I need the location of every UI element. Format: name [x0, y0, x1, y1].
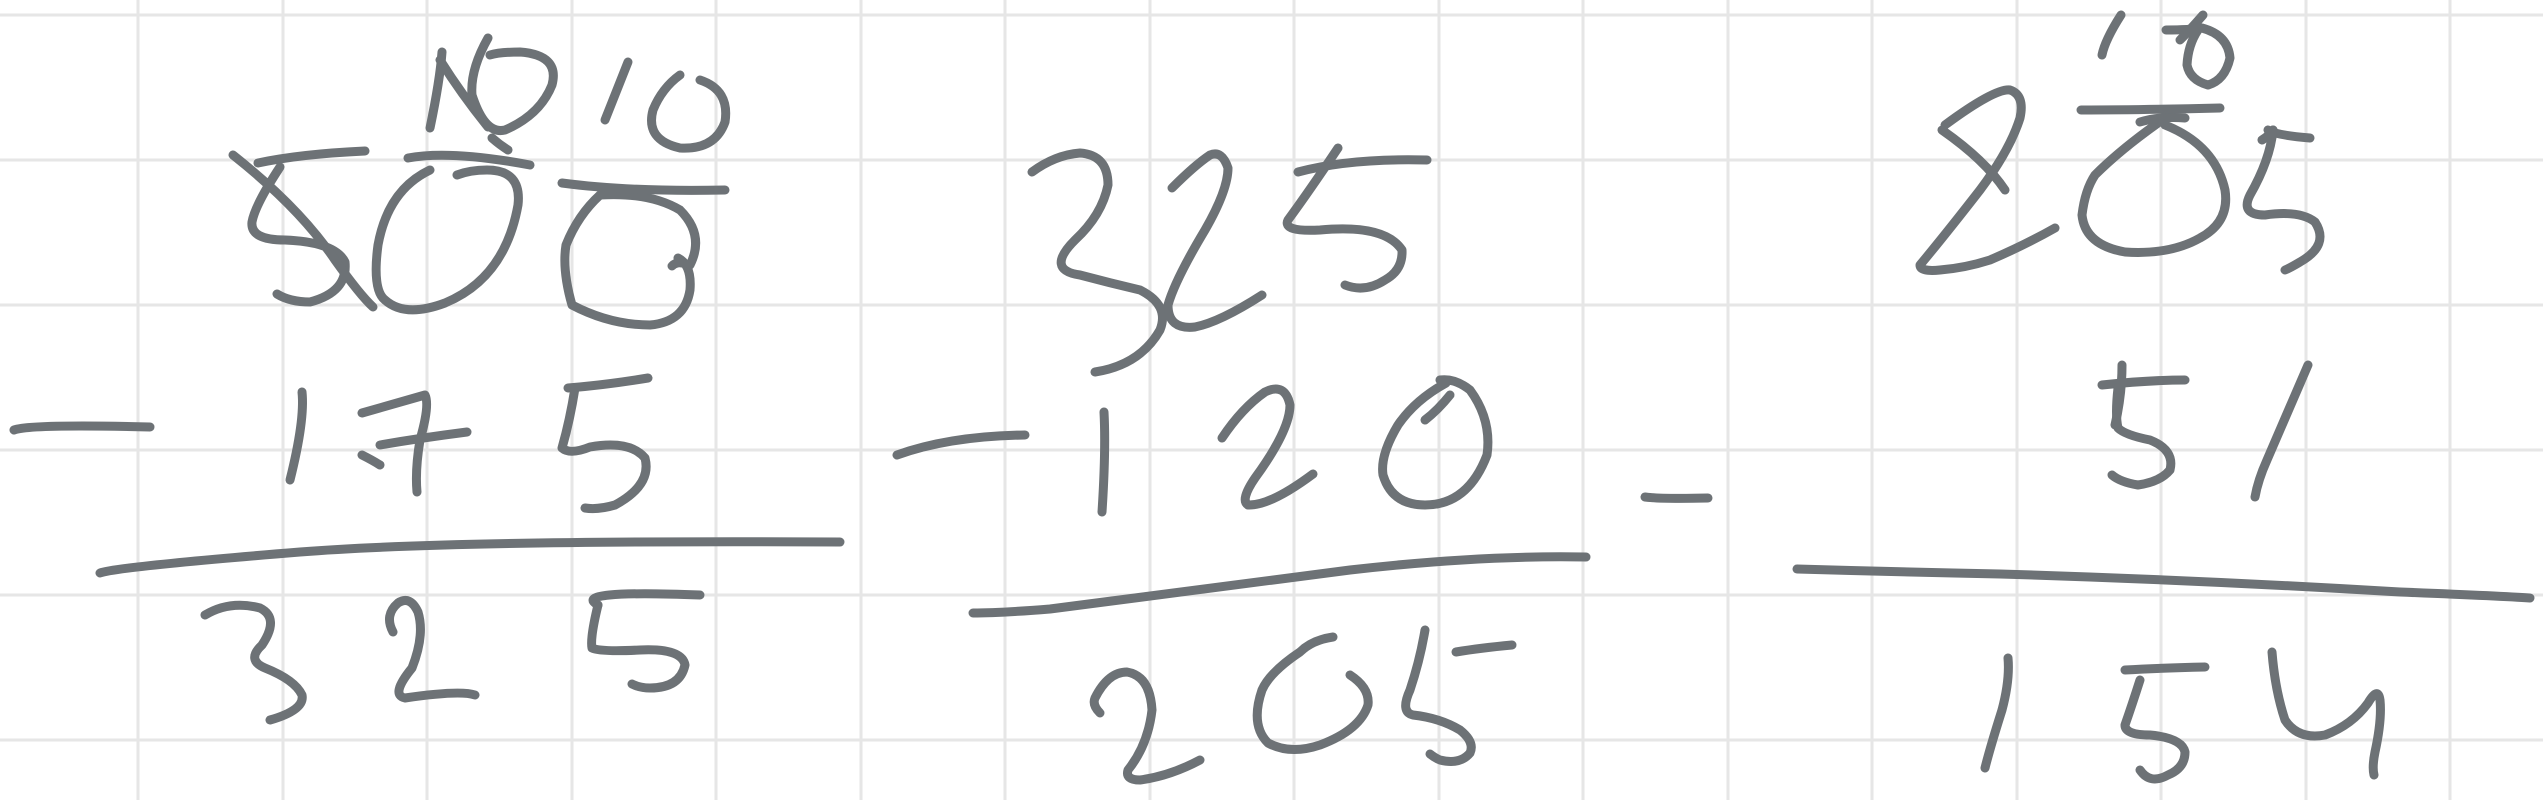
problem-2 [897, 148, 1586, 780]
result-line [973, 557, 1586, 613]
result-digits [1094, 630, 1512, 780]
minus-sign [1645, 497, 1708, 498]
borrow-marks [2102, 15, 2230, 85]
borrow-marks [430, 38, 726, 150]
minuend-digits [1920, 90, 2320, 271]
result-digits [205, 594, 700, 720]
result-digits [1985, 652, 2380, 779]
minus-sign [14, 426, 150, 430]
minuend-digits [1032, 148, 1427, 372]
problem-3 [1645, 15, 2530, 779]
result-line [100, 542, 840, 573]
cross-out [562, 183, 725, 190]
subtrahend-digits [2102, 365, 2308, 497]
subtrahend-digits [290, 378, 648, 509]
